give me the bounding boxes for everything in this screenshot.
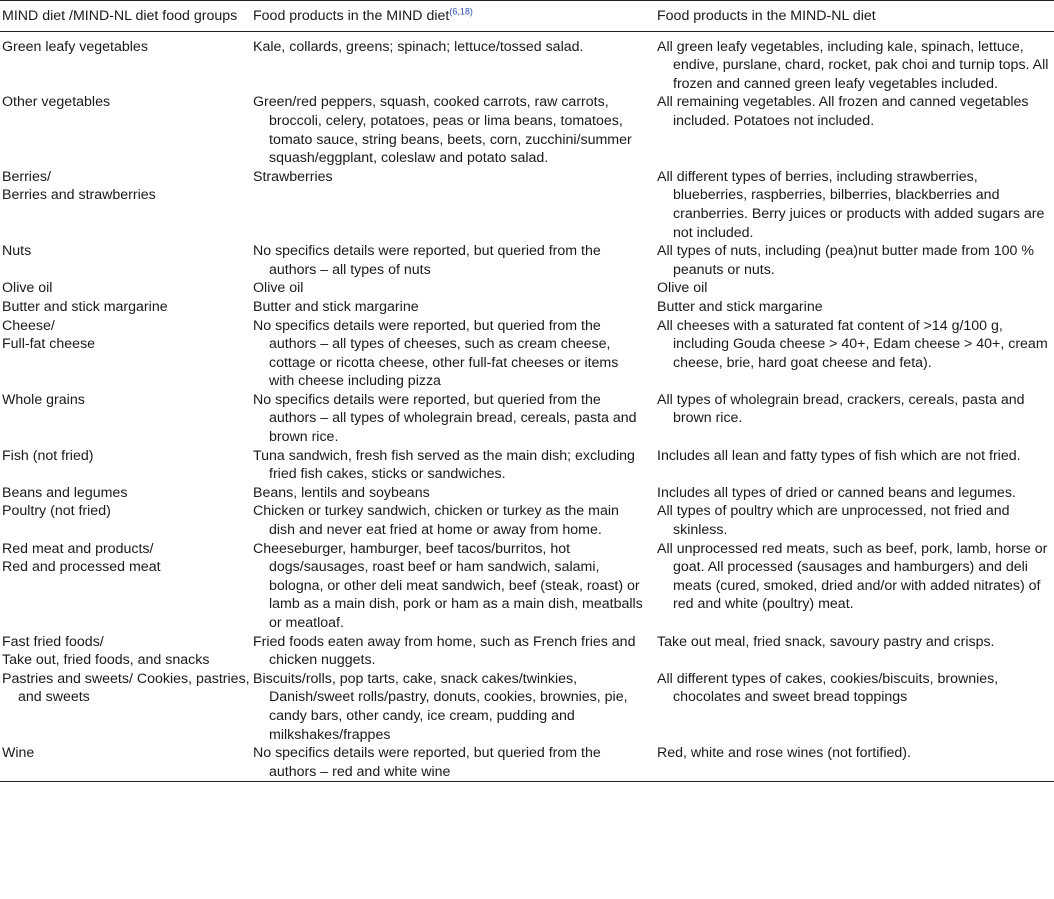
header-food-groups-text: MIND diet /MIND-NL diet food groups bbox=[2, 8, 238, 24]
food-group-cell bbox=[0, 317, 251, 391]
mindnl-products-text: Red, white and rose wines (not fortified). bbox=[657, 745, 911, 762]
table-row bbox=[0, 317, 1054, 391]
mindnl-products-cell bbox=[655, 242, 1054, 279]
mind-products-text: No specifics details were reported, but queried from the authors – all types of cheeses, such as cream cheese, cottage or ricotta cheese, other full-fat cheeses or items with cheese including pizza bbox=[253, 317, 619, 390]
mindnl-products-cell bbox=[655, 447, 1054, 484]
food-group-name: Pastries and sweets/ Cookies, pastries, and sweets bbox=[2, 670, 250, 706]
mindnl-products-text: All different types of berries, including strawberries, blueberries, raspberries, bilberries, blackberries and cranberries. Berry juices or products with added sugars are not included. bbox=[657, 168, 1045, 241]
food-group-alt-name: Berries and strawberries bbox=[2, 187, 156, 204]
mindnl-products-cell bbox=[655, 279, 1054, 298]
food-group-cell bbox=[0, 447, 251, 484]
table-row bbox=[0, 168, 1054, 242]
mindnl-products-text: All types of poultry which are unprocessed, not fried and skinless. bbox=[657, 503, 1010, 539]
table-row bbox=[0, 484, 1054, 503]
mindnl-products-text: All unprocessed red meats, such as beef, pork, lamb, horse or goat. All processed (sausages and hamburgers) and deli meats (cured, smoked, dried and/or with added nitrates) of red and white (poultry) meat. bbox=[657, 540, 1048, 613]
mind-products-cell bbox=[251, 242, 655, 279]
food-group-name: Wine bbox=[2, 745, 35, 762]
table-row bbox=[0, 31, 1054, 93]
food-group-cell bbox=[0, 670, 251, 744]
food-group-cell bbox=[0, 279, 251, 298]
mindnl-products-cell bbox=[655, 484, 1054, 503]
food-group-cell bbox=[0, 484, 251, 503]
header-mindnl-products-text: Food products in the MIND-NL diet bbox=[657, 8, 876, 24]
food-group-cell bbox=[0, 744, 251, 782]
food-group-name: Red meat and products/ bbox=[2, 540, 154, 557]
food-group-name: Nuts bbox=[2, 243, 32, 260]
mindnl-products-cell bbox=[655, 540, 1054, 633]
mindnl-products-cell bbox=[655, 168, 1054, 242]
food-group-name: Fast fried foods/ bbox=[2, 633, 104, 650]
mind-products-text: Strawberries bbox=[253, 168, 333, 185]
mindnl-products-cell bbox=[655, 317, 1054, 391]
mindnl-products-text: All green leafy vegetables, including kale, spinach, lettuce, endive, purslane, chard, rocket, pak choi and turnip tops. All frozen and canned green leafy vegetables included. bbox=[657, 38, 1049, 92]
mind-products-cell bbox=[251, 168, 655, 242]
table-row bbox=[0, 744, 1054, 782]
reference-link[interactable]: (6,18) bbox=[449, 6, 473, 17]
mindnl-products-cell bbox=[655, 670, 1054, 744]
food-group-cell bbox=[0, 502, 251, 539]
mind-products-cell bbox=[251, 502, 655, 539]
table-row bbox=[0, 391, 1054, 447]
food-group-cell bbox=[0, 298, 251, 317]
table-row bbox=[0, 633, 1054, 670]
mind-products-cell bbox=[251, 31, 655, 93]
table-row bbox=[0, 93, 1054, 167]
mind-products-text: Biscuits/rolls, pop tarts, cake, snack cakes/twinkies, Danish/sweet rolls/pastry, donuts, cookies, brownies, pie, candy bars, other candy, ice cream, pudding and milkshakes/frappes bbox=[253, 670, 628, 743]
mindnl-products-cell bbox=[655, 633, 1054, 670]
food-group-name: Berries/ bbox=[2, 168, 51, 185]
mindnl-products-text: Includes all types of dried or canned beans and legumes. bbox=[657, 484, 1016, 501]
food-group-cell bbox=[0, 540, 251, 633]
mindnl-products-text: Olive oil bbox=[657, 280, 708, 297]
mind-products-cell bbox=[251, 540, 655, 633]
mindnl-products-text: All types of nuts, including (pea)nut butter made from 100 % peanuts or nuts. bbox=[657, 243, 1034, 278]
mind-products-text: Chicken or turkey sandwich, chicken or turkey as the main dish and never eat fried at home or away from home. bbox=[253, 503, 619, 539]
mind-products-cell bbox=[251, 670, 655, 744]
food-group-name: Butter and stick margarine bbox=[2, 298, 168, 315]
food-group-cell bbox=[0, 31, 251, 93]
food-group-name: Poultry (not fried) bbox=[2, 503, 111, 520]
mind-products-text: No specifics details were reported, but queried from the authors – all types of nuts bbox=[253, 243, 601, 278]
mindnl-products-text: All cheeses with a saturated fat content of >14 g/100 g, including Gouda cheese > 40+, Edam cheese > 40+, cream cheese, brie, hard goat cheese and feta). bbox=[657, 317, 1048, 371]
table-header-row bbox=[0, 1, 1054, 32]
mind-products-text: Olive oil bbox=[253, 280, 304, 297]
mind-products-cell bbox=[251, 93, 655, 167]
mind-products-text: No specifics details were reported, but queried from the authors – red and white wine bbox=[253, 745, 601, 780]
table-row bbox=[0, 502, 1054, 539]
mindnl-products-cell bbox=[655, 93, 1054, 167]
mind-products-text: No specifics details were reported, but queried from the authors – all types of wholegrain bread, cereals, pasta and brown rice. bbox=[253, 391, 637, 446]
mind-products-cell bbox=[251, 317, 655, 391]
mindnl-products-cell bbox=[655, 391, 1054, 447]
food-group-cell bbox=[0, 633, 251, 670]
mind-products-cell bbox=[251, 484, 655, 503]
mind-products-cell bbox=[251, 744, 655, 782]
food-group-name: Other vegetables bbox=[2, 94, 111, 111]
food-group-name: Cheese/ bbox=[2, 317, 55, 334]
food-group-alt-name: Full-fat cheese bbox=[2, 336, 96, 353]
mind-products-text: Green/red peppers, squash, cooked carrots, raw carrots, broccoli, celery, potatoes, peas or lima beans, tomatoes, tomato sauce, string beans, beets, corn, zucchini/summer squash/eggplant, coleslaw and potato salad. bbox=[253, 94, 632, 167]
food-group-name: Green leafy vegetables bbox=[2, 38, 148, 55]
mindnl-products-text: All remaining vegetables. All frozen and canned vegetables included. Potatoes not included. bbox=[657, 94, 1029, 129]
table-row bbox=[0, 298, 1054, 317]
mind-products-cell bbox=[251, 633, 655, 670]
food-group-cell bbox=[0, 391, 251, 447]
mind-products-text: Butter and stick margarine bbox=[253, 298, 419, 315]
mind-products-text: Tuna sandwich, fresh fish served as the main dish; excluding fried fish cakes, sticks or sandwiches. bbox=[253, 447, 635, 483]
food-group-alt-name: Take out, fried foods, and snacks bbox=[2, 652, 210, 669]
mindnl-products-cell bbox=[655, 31, 1054, 93]
mind-products-cell bbox=[251, 391, 655, 447]
table-row bbox=[0, 447, 1054, 484]
table-row bbox=[0, 540, 1054, 633]
food-group-cell bbox=[0, 168, 251, 242]
mind-products-cell bbox=[251, 279, 655, 298]
mindnl-products-text: All types of wholegrain bread, crackers, cereals, pasta and brown rice. bbox=[657, 391, 1025, 427]
mind-products-cell bbox=[251, 298, 655, 317]
mindnl-products-text: All different types of cakes, cookies/biscuits, brownies, chocolates and sweet bread toppings bbox=[657, 670, 999, 706]
mind-products-cell bbox=[251, 447, 655, 484]
mindnl-products-cell bbox=[655, 298, 1054, 317]
food-group-name: Fish (not fried) bbox=[2, 447, 94, 464]
food-group-name: Beans and legumes bbox=[2, 484, 128, 501]
mindnl-products-text: Includes all lean and fatty types of fish which are not fried. bbox=[657, 447, 1021, 464]
mindnl-products-text: Take out meal, fried snack, savoury pastry and crisps. bbox=[657, 633, 995, 650]
header-mindnl-products bbox=[655, 1, 1054, 32]
mindnl-products-cell bbox=[655, 502, 1054, 539]
food-group-name: Olive oil bbox=[2, 280, 53, 297]
mind-products-text: Fried foods eaten away from home, such as French fries and chicken nuggets. bbox=[253, 633, 636, 669]
mind-products-text: Cheeseburger, hamburger, beef tacos/burritos, hot dogs/sausages, roast beef or ham sandwich, salami, bologna, or other deli meat sandwich, beef (steak, roast) or lamb as a main dish, pork or ham as a main dish, meatballs or meatloaf. bbox=[253, 540, 643, 631]
mind-products-text: Beans, lentils and soybeans bbox=[253, 484, 430, 501]
mindnl-products-cell bbox=[655, 744, 1054, 782]
mindnl-products-text: Butter and stick margarine bbox=[657, 298, 823, 315]
table-row bbox=[0, 670, 1054, 744]
food-group-alt-name: Red and processed meat bbox=[2, 559, 161, 576]
header-mind-products-text: Food products in the MIND diet bbox=[253, 8, 450, 24]
table-row bbox=[0, 279, 1054, 298]
mind-products-text: Kale, collards, greens; spinach; lettuce/tossed salad. bbox=[253, 38, 584, 55]
food-group-name: Whole grains bbox=[2, 391, 85, 408]
food-group-cell bbox=[0, 93, 251, 167]
food-group-cell bbox=[0, 242, 251, 279]
header-food-groups bbox=[0, 1, 251, 32]
header-mind-products bbox=[251, 1, 655, 32]
table-row bbox=[0, 242, 1054, 279]
